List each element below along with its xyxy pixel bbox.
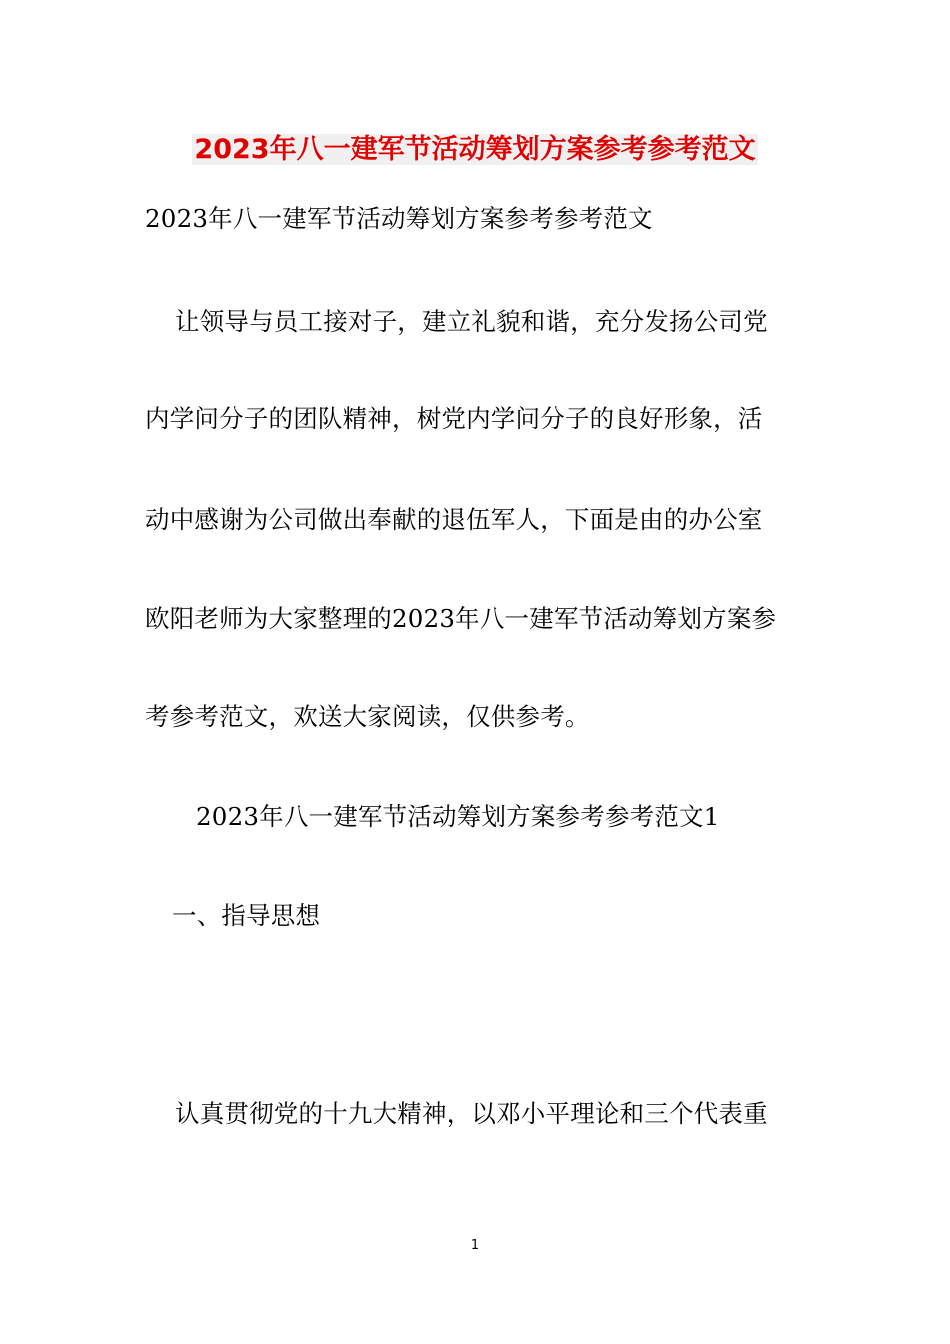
document-subtitle: 2023年八一建军节活动筹划方案参考参考范文 bbox=[145, 204, 653, 233]
section-heading: 2023年八一建军节活动筹划方案参考参考范文1 bbox=[196, 802, 720, 831]
page-number: 1 bbox=[470, 1238, 480, 1253]
subheading-guiding-ideology: 一、指导思想 bbox=[172, 901, 321, 930]
paragraph-line: 欧阳老师为大家整理的2023年八一建军节活动筹划方案参 bbox=[145, 604, 777, 633]
paragraph-line: 动中感谢为公司做出奉献的退伍军人，下面是由的办公室 bbox=[145, 505, 763, 534]
paragraph-line: 认真贯彻党的十九大精神，以邓小平理论和三个代表重 bbox=[175, 1099, 768, 1128]
paragraph-line: 内学问分子的团队精神，树党内学问分子的良好形象，活 bbox=[145, 404, 763, 433]
paragraph-line: 让领导与员工接对子，建立礼貌和谐，充分发扬公司党 bbox=[175, 307, 768, 336]
document-title-text: 2023年八一建军节活动筹划方案参考参考范文 bbox=[194, 134, 756, 165]
document-title bbox=[0, 128, 950, 172]
paragraph-line: 考参考范文，欢送大家阅读，仅供参考。 bbox=[145, 702, 590, 731]
